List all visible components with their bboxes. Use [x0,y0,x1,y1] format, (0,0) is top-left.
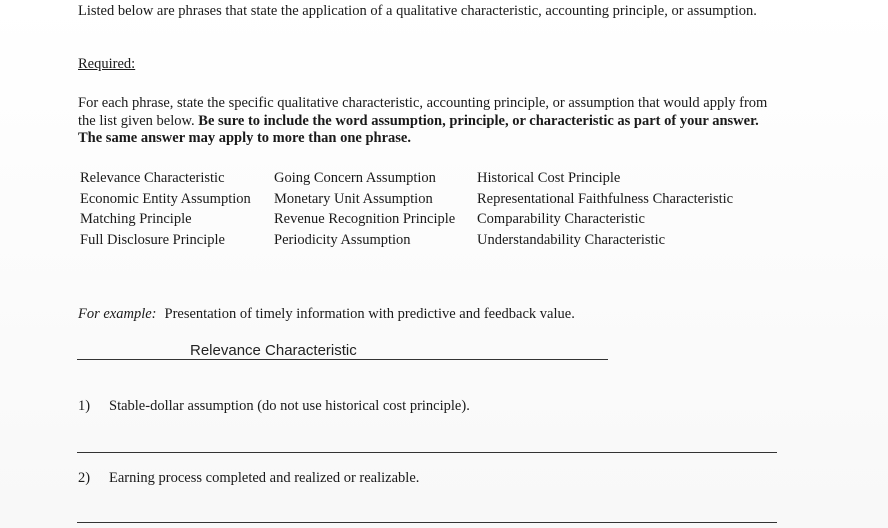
term-item: Comparability Characteristic [477,211,645,227]
intro-text: Listed below are phrases that state the application of a qualitative characteristic, accounting principle, or assumption. [78,3,757,19]
question-number: 2) [78,470,91,486]
term-item: Monetary Unit Assumption [274,190,433,207]
term-item: Periodicity Assumption [274,231,411,248]
term-item: Economic Entity Assumption [80,190,251,207]
term-item: Matching Principle [80,211,192,227]
example-label: For example: [78,306,157,322]
answer-line[interactable] [77,452,777,453]
term-item: Revenue Recognition Principle [274,211,456,227]
example-answer-line [77,359,608,360]
term-item: Historical Cost Principle [477,170,621,186]
required-heading: Required: [78,56,136,72]
term-item: Going Concern Assumption [274,170,436,186]
question-item [78,398,470,415]
example-prompt [78,306,575,323]
question-text: Stable-dollar assumption (do not use historical cost principle). [109,398,470,414]
example-text: Presentation of timely information with predictive and feedback value. [164,306,575,322]
question-item [78,470,419,487]
instructions-normal: For each phrase, state the specific qualitative characteristic, accounting principle, or assumption that would apply from the list given below. [78,95,768,129]
example-answer: Relevance Characteristic [190,342,357,359]
term-item: Relevance Characteristic [80,170,225,186]
instructions-bold: Be sure to include the word assumption, principle, or characteristic as part of your answer. The same answer may apply to more than one phrase. [78,112,759,146]
term-item: Full Disclosure Principle [80,231,225,248]
question-text: Earning process completed and realized or realizable. [109,470,420,486]
term-item: Representational Faithfulness Characteristic [477,190,734,207]
answer-line[interactable] [77,522,777,523]
question-number: 1) [78,398,91,414]
term-item: Understandability Characteristic [477,231,666,248]
instructions-text [78,95,768,148]
